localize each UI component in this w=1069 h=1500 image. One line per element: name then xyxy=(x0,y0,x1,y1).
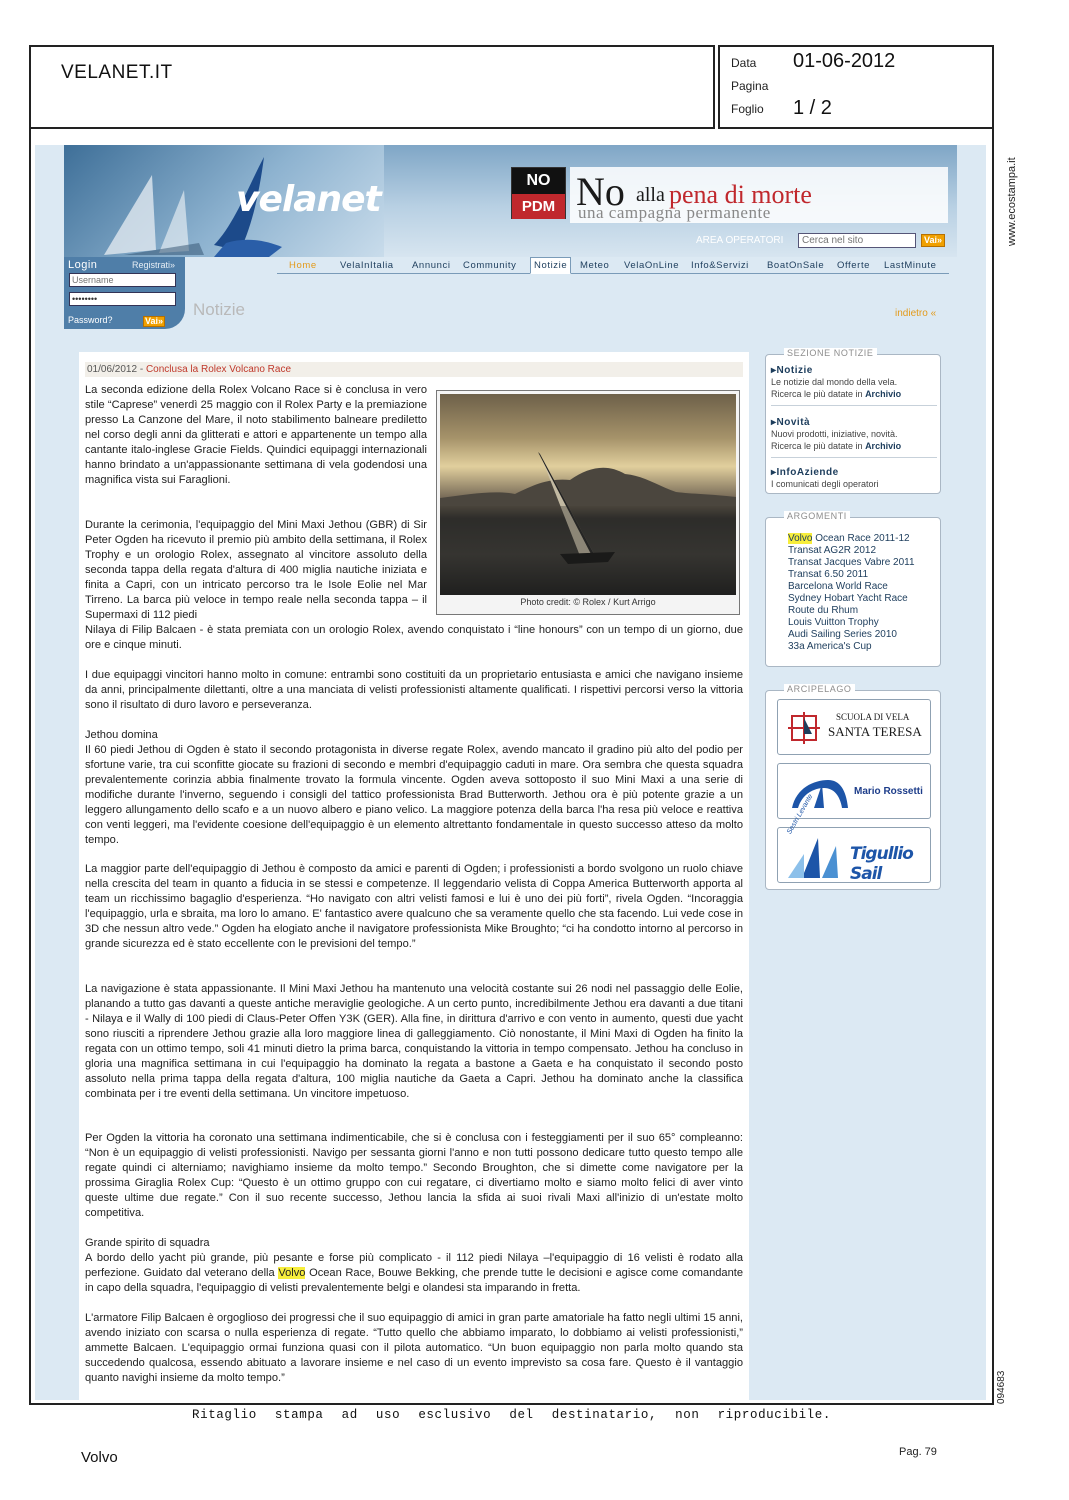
velanet-page xyxy=(35,145,986,1400)
campaign-alla: alla xyxy=(636,184,665,206)
topic-link[interactable]: Transat Jacques Vabre 2011 xyxy=(788,557,915,568)
page-label: Pagina xyxy=(731,79,769,93)
clipping-topic-tag: Volvo xyxy=(81,1449,118,1466)
sponsor-name: Tigullio Sail xyxy=(850,844,913,884)
news-section-desc: I comunicati degli operatori xyxy=(771,479,879,489)
news-section-desc: Nuovi prodotti, iniziative, novità. xyxy=(771,429,898,439)
topic-link[interactable]: Route du Rhum xyxy=(788,605,859,616)
nav-notizie[interactable]: Notizie xyxy=(530,257,571,274)
subheading-2: Grande spirito di squadra xyxy=(85,1237,210,1249)
subheading-1: Jethou domina xyxy=(85,729,158,741)
highlight-volvo: Volvo xyxy=(788,533,813,544)
password-input[interactable] xyxy=(69,292,176,306)
article-content xyxy=(79,352,749,1412)
nav-offerte[interactable]: Offerte xyxy=(837,260,871,271)
search-button[interactable]: Vai» xyxy=(921,234,945,247)
sponsor-tigullio-sail[interactable] xyxy=(777,793,931,884)
sheet-value: 1 / 2 xyxy=(793,97,832,119)
news-section-desc: Le notizie dal mondo della vela. xyxy=(771,377,898,387)
paragraph-6: La navigazione è stata appassionante. Il Mini Maxi Jethou ha mantenuto una velocità costante sui 26 nodi nel passaggio delle Eolie, planando a tutto gas davanti a queste antiche meraviglie geologiche. A un certo punto, incredibilmente Jethou era davanti a due titani - Nilaya e il Wally di 100 piedi di Claus-Peter Offen Y3K (GER). Alla fine, in dirittura d'arrivo e con vento in aumento, questi due yacht sono riusciti a riprendere Jethou grazie alla loro maggiore linea di galleggiamento. Ciò nonostante, il Mini Maxi di Ogden ha finito la regata con un ottimo tempo, soli 41 minuti dietro la prima barca, conquistando la vittoria in tempo compensato. Jethou ha concluso in gloria una magnifica settimana in cui l'equipaggio ha dominato la regata a bastone a Gaeta e ha conquistato il secondo posto assoluto nella prima tappa della regata d'altura, 100 miglia nautiche da Gaeta a Capri. Jethou ha dominato anche la classifica combinata per i tre eventi della settimana. Un vincitore impetuoso. xyxy=(85,983,743,1100)
paragraph-2b: Nilaya di Filip Balcaen - è stata premiata con un orologio Rolex, avendo conquistato i “line honours” con un tempo di un giorno, due ore e cinque minuti. xyxy=(85,624,743,651)
divider xyxy=(771,457,937,458)
clipping-header-left xyxy=(29,45,715,129)
archipelago-panel xyxy=(765,684,941,890)
campaign-subtitle: una campagna permanente xyxy=(578,203,771,222)
nav-info-servizi[interactable]: Info&Servizi xyxy=(691,260,749,271)
archipelago-title: ARCIPELAGO xyxy=(784,684,855,694)
clipping-code: 094683 xyxy=(996,1370,1007,1404)
news-sections-title: SEZIONE NOTIZIE xyxy=(784,348,877,358)
news-section-infoaziende[interactable] xyxy=(771,467,941,490)
topic-link[interactable]: Transat AG2R 2012 xyxy=(788,545,877,556)
nav-boatonsale[interactable]: BoatOnSale xyxy=(767,260,825,271)
campaign-badge[interactable] xyxy=(511,167,566,219)
site-search-input[interactable] xyxy=(798,233,916,248)
sponsor-name: Mario Rossetti xyxy=(854,786,923,797)
paragraph-9: L'armatore Filip Balcaen è orgoglioso dei progressi che il suo equipaggio di amici in gran parte amatoriale ha fatto negli ultimi 15 anni, avendo iniziato con scarsa o nulla esperienza di regate. “Tutto quello che abbiamo imparato, lo dobbiamo ai velisti professionisti,” ammette Balcaen. L'equipaggio ormai funziona quasi con il pilota automatico. “Un buon equipaggio non parla molto quando sta succedendo qualcosa, essendo abituato a lavorare insieme e nel caso di un evento imprevisto sa cosa fare. Questo è il vantaggio quanto navighi insieme da molto tempo.” xyxy=(85,1312,743,1384)
clipping-agency-credit: www.ecostampa.it xyxy=(1006,157,1018,246)
paragraph-2a: Durante la cerimonia, l'equipaggio del Mini Maxi Jethou (GBR) di Sir Peter Ogden ha ricevuto il premio più ambito della settimana, il Rolex Trophy e un orologio Rolex, assegnato al vincitore assoluto della seconda tappa della regata d'altura di 400 miglia nautiche iniziata e finita a Capri, con un intricato percorso tra le Isole Eolie nel Mar Tirreno. La barca più veloce in tempo reale nella seconda tappa – il Supermaxi di 112 piedi xyxy=(85,519,427,621)
password-link[interactable]: Password? xyxy=(68,315,113,325)
sponsor-name-line2: SANTA TERESA xyxy=(828,724,922,739)
news-section-title: Notizie xyxy=(776,365,813,376)
clipping-footer-note: Ritaglio stampa ad uso esclusivo del destinatario, non riproducibile. xyxy=(29,1403,994,1425)
badge-no: NO xyxy=(512,168,565,194)
site-logo: velanet xyxy=(236,179,381,220)
news-section-search: Ricerca le più datate in xyxy=(771,389,866,399)
triangle-icon: ▸ xyxy=(771,365,777,376)
sailing-school-emblem-icon xyxy=(784,708,824,748)
nav-velainitalia[interactable]: VelaInItalia xyxy=(340,260,394,271)
nav-community[interactable]: Community xyxy=(463,260,517,271)
nav-home[interactable]: Home xyxy=(289,260,317,271)
topic-link[interactable]: Sydney Hobart Yacht Race xyxy=(788,593,908,604)
topic-link-volvo[interactable] xyxy=(788,533,910,544)
highlight-volvo: Volvo xyxy=(278,1267,306,1279)
photo-credit: Photo credit: © Rolex / Kurt Arrigo xyxy=(520,597,656,607)
login-button[interactable]: Vai» xyxy=(144,316,164,326)
register-link[interactable]: Registrati» xyxy=(132,260,176,270)
topic-link[interactable]: Transat 6.50 2011 xyxy=(788,569,869,580)
topic-link[interactable]: Barcelona World Race xyxy=(788,581,888,592)
nav-annunci[interactable]: Annunci xyxy=(412,260,451,271)
nav-lastminute[interactable]: LastMinute xyxy=(884,260,937,271)
news-section-title: Novità xyxy=(776,417,811,428)
paragraph-3: I due equipaggi vincitori hanno molto in comune: entrambi sono costituiti da un proprietario entusiasta e amici che navigano insieme da anni, principalmente dilettanti, oltre a una manciata di velisti professionisti altamente qualificati. I rispettivi percorsi verso la vittoria sono il risultato di duro lavoro e perseveranza. xyxy=(85,669,743,711)
topic-link[interactable]: Louis Vuitton Trophy xyxy=(788,617,879,628)
archive-link[interactable]: Archivio xyxy=(865,389,902,399)
triangle-icon: ▸ xyxy=(771,467,777,478)
topic-link[interactable]: Audi Sailing Series 2010 xyxy=(788,629,897,640)
topics-panel xyxy=(765,511,941,667)
date-label: Data xyxy=(731,56,757,70)
article-title[interactable]: Conclusa la Rolex Volcano Race xyxy=(145,364,292,375)
topic-link[interactable]: 33a America's Cup xyxy=(788,641,872,652)
campaign-banner[interactable] xyxy=(570,167,948,223)
news-sections-panel xyxy=(765,348,941,494)
topics-title: ARGOMENTI xyxy=(784,511,850,521)
campaign-no: No xyxy=(576,169,625,214)
article-date: 01/06/2012 - xyxy=(87,364,146,375)
paragraph-8-end: Ocean Race, Bouwe Bekking, che prende tutte le decisioni e agisce come comandante in capo della squadra, l'equipaggio di velisti prevalentemente belgi e olandesi sta imparando in fretta. xyxy=(85,1267,743,1294)
paragraph-8-start: A bordo dello yacht più grande, più pesante e forse più complicato - il 112 piedi Nilaya –l'equipaggio di 16 velisti è rodato alla perfezione. Guidato dal veterano della xyxy=(85,1252,743,1279)
news-section-title: InfoAziende xyxy=(776,467,839,478)
triangle-icon: ▸ xyxy=(771,417,777,428)
login-box xyxy=(64,257,185,329)
sponsor-subtext: Sestri Levante xyxy=(786,793,815,836)
section-title: Notizie xyxy=(193,300,245,319)
badge-pdm: PDM xyxy=(512,194,565,219)
news-section-search: Ricerca le più datate in xyxy=(771,441,866,451)
clipping-page-number: Pag. 79 xyxy=(899,1446,937,1458)
login-title: Login xyxy=(68,259,98,271)
username-input[interactable] xyxy=(69,273,176,287)
sheet-label: Foglio xyxy=(731,102,764,116)
paragraph-1: La seconda edizione della Rolex Volcano Race si è conclusa in vero stile “Caprese” venerdì 25 maggio con il Rolex Party e la premiazione presso La Canzone del Mare, il noto stabilimento balneare prediletto nel corso degli anni da glitterati e attori e appartenente un tempo alla cantante italo-inglese Gracie Fields. Quindici equipaggi internazionali hanno brindato a un'appassionante settimana di vela godendosi una magnifica vista sui Faraglioni. xyxy=(85,384,427,486)
archive-link[interactable]: Archivio xyxy=(865,441,902,451)
paragraph-5: La maggior parte dell'equipaggio di Jethou è composto da amici e parenti di Ogden; i professionisti a bordo svolgono un ruolo chiave nella crescita del team in quanto a fiducia in se stessi e competenze. Il leggendario velista di Coppa America Butterworth apporta al team un ricchissimo bagaglio d'esperienza. “Ho navigato con altri velisti famosi e lui è uno dei più forti”, rivela Ogden. “Incoraggia l'equipaggio, urla e sbraita, ma loro lo amano. E' fantastico avere qualcuno che sa veramente quello che sta facendo. Lui vede cose in 3D che nessun altro vede.” Ogden ha elogiato anche il navigatore professionista Mike Broughto; “ci ha condotto intorno al percorso in grande sicurezza ed è stato eccellente con le previsioni del tempo.” xyxy=(85,863,743,950)
divider xyxy=(771,405,937,406)
paragraph-8 xyxy=(85,1251,743,1296)
sponsor-name-line1: SCUOLA DI VELA xyxy=(836,712,910,722)
article-header xyxy=(85,362,743,377)
news-section-novita[interactable] xyxy=(771,417,941,452)
clipping-header-meta xyxy=(718,45,994,129)
nav-meteo[interactable]: Meteo xyxy=(580,260,610,271)
site-banner xyxy=(64,145,957,257)
date-value: 01-06-2012 xyxy=(793,50,896,72)
topic-label: Ocean Race 2011-12 xyxy=(812,533,910,544)
paragraph-4: Il 60 piedi Jethou di Ogden è stato il secondo protagonista in diverse regate Rolex, avendo mancato il gradino più alto del podio per sfortune varie, tra cui sconfitte giocate su frazioni di secondo e membri d'equipaggio caduti in mare. Ora sembra che questa squadra prevalentemente corinzia abbia finalmente trovato la formula vincente. Ogden aveva sottoposto il suo Mini Maxi a una serie di modifiche durante l'inverno, seguendo i consigli del tattico professionista Brad Butterworth. Jethou ora è più potente grazie a un leggero allungamento dello scafo e a un nuovo albero e piano velico. La maggiore potenza della barca l'ha resa più veloce e reattiva con venti leggeri, ma l'evidente coesione dell'equipaggio è un elemento altrettanto fondamentale in questo successo atteso da molto tempo. xyxy=(85,744,743,846)
back-link[interactable]: indietro « xyxy=(895,308,937,319)
area-operatori-link[interactable]: AREA OPERATORI xyxy=(696,235,784,246)
sail-loft-logo-icon xyxy=(784,774,854,814)
campaign-title: pena di morte xyxy=(669,180,812,209)
publication-title: VELANET.IT xyxy=(61,62,173,83)
tigullio-sails-icon xyxy=(782,832,852,882)
news-section-notizie[interactable] xyxy=(771,365,941,400)
nav-velaonline[interactable]: VelaOnLine xyxy=(624,260,680,271)
article-photo xyxy=(436,390,740,615)
main-nav xyxy=(277,257,949,274)
paragraph-7: Per Ogden la vittoria ha coronato una settimana indimenticabile, che si è conclusa con i festeggiamenti per il suo 65° compleanno: “Non è un equipaggio di velisti professionisti. Navigo per sessanta giorni l'anno e non tutti possono dedicare tutto questo tempo alle regate quindi ci alterniamo; navighiamo insieme da molto tempo.” Secondo Broughton, che si dimette come navigatore per la prossima Giraglia Rolex Cup: “Questo è un ottimo gruppo con cui regatare, ci divertiamo molto e siamo molto felici di aver vinto queste ultime due regate.” Con il suo recente successo, Jethou lancia la sfida ai suoi rivali Maxi all'inizio di un'estate molto competitiva. xyxy=(85,1132,743,1219)
sponsor-santa-teresa[interactable] xyxy=(777,699,931,755)
logo-area[interactable] xyxy=(64,145,384,257)
sailing-photo xyxy=(440,394,736,595)
